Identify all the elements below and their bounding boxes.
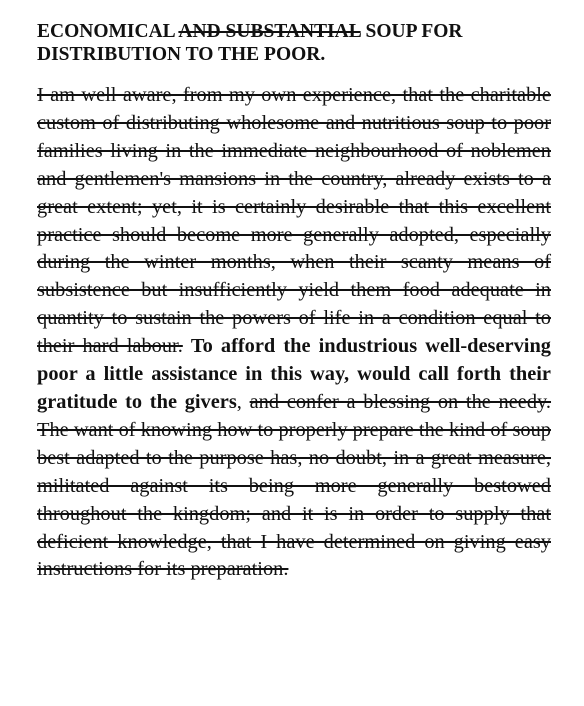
- heading-text-start: ECONOMICAL: [37, 21, 179, 42]
- body-paragraph: [37, 82, 551, 584]
- heading-struck-text: AND SUBSTANTIAL: [178, 21, 361, 42]
- bold-highlight-text: To afford the industrious well-deserving poor a little assistance in this way, would call forth their gratitude to the givers: [37, 335, 551, 413]
- struck-intro-text: I am well aware, from my own experience, that the charitable custom of distributing wholesome and nutritious soup to poor families living in the immediate neighbourhood of noblemen and gentlemen's mansions in the country, already exists to a great extent; yet, it is certainly desirable that this excellent practice should become more generally adopted, especially during the winter months, when their scanty means of subsistence but insufficiently yield them food adequate in quantity to sustain the powers of life in a condition equal to their hard labour.: [37, 84, 551, 358]
- heading-text-end: SOUP FOR DISTRIBUTION TO THE POOR.: [37, 21, 463, 65]
- comma-text: ,: [236, 390, 242, 413]
- struck-conclusion-text: and confer a blessing on the needy. The want of knowing how to properly prepare the kind of soup best adapted to the purpose has, no doubt, in a great measure, militated against its being more generally bestowed throughout the kingdom; and it is in order to supply that deficient knowledge, that I have determined on giving easy instructions for its preparation.: [37, 390, 552, 581]
- document-heading: [37, 20, 551, 66]
- document-page: [37, 20, 551, 584]
